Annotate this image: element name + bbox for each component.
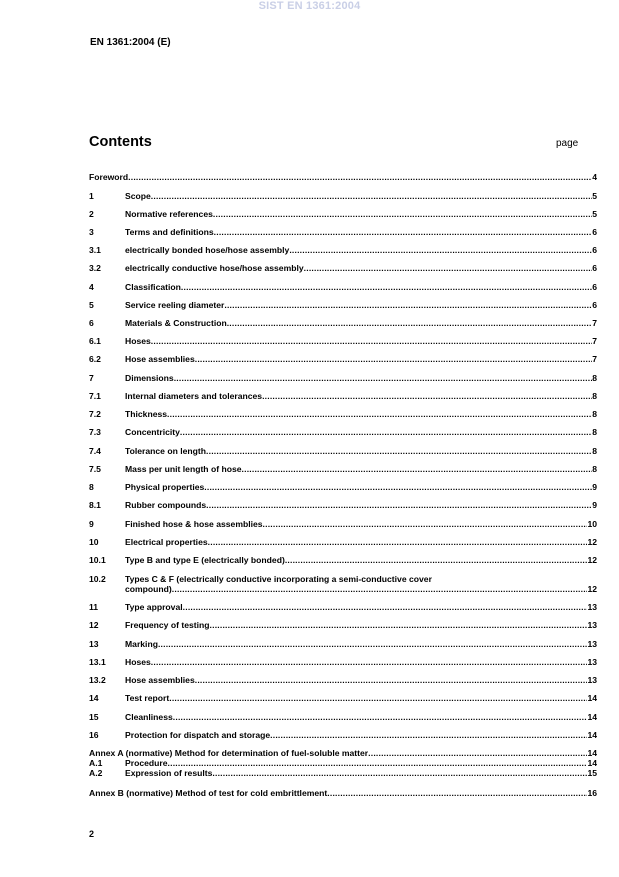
toc-entry-page: 13 — [587, 602, 597, 612]
toc-entry-number: 15 — [89, 712, 99, 722]
toc-entry-page: 7 — [592, 336, 597, 346]
toc-entry-title: Annex A (normative) Method for determination of fuel-soluble matter — [89, 748, 369, 758]
toc-entry-number: 16 — [89, 730, 99, 740]
toc-entry-number: 12 — [89, 620, 99, 630]
watermark: SIST EN 1361:2004 — [258, 0, 361, 12]
toc-entry-page: 8 — [592, 427, 597, 437]
toc-entry-page: 6 — [592, 245, 597, 255]
dot-leader — [151, 657, 588, 667]
toc-entry-number: 7 — [89, 373, 94, 383]
toc-entry[interactable] — [89, 712, 597, 722]
toc-entry-title: Procedure — [125, 758, 168, 768]
document-id: EN 1361:2004 (E) — [90, 37, 171, 48]
dot-leader — [327, 788, 587, 798]
toc-entry-page: 5 — [592, 191, 597, 201]
toc-entry[interactable] — [89, 300, 597, 310]
toc-entry-number: 7.2 — [89, 409, 101, 419]
page-column-label: page — [556, 138, 579, 149]
toc-entry-title: electrically conductive hose/hose assembly — [125, 263, 304, 273]
toc-entry-number: 1 — [89, 191, 94, 201]
toc-entry[interactable] — [89, 639, 597, 649]
toc-entry-page: 6 — [592, 282, 597, 292]
toc-entry-number: 11 — [89, 602, 99, 612]
dot-leader — [128, 172, 592, 182]
toc-entry-title: Annex B (normative) Method of test for cold embrittlement — [89, 788, 328, 798]
dot-leader — [204, 482, 592, 492]
toc-entry-title: Dimensions — [125, 373, 174, 383]
dot-leader — [181, 282, 592, 292]
dot-leader — [167, 409, 592, 419]
toc-entry[interactable] — [89, 748, 597, 758]
toc-entry-page: 10 — [587, 519, 597, 529]
toc-entry[interactable] — [89, 768, 597, 778]
toc-entry-title: Service reeling diameter — [125, 300, 225, 310]
dot-leader — [151, 336, 592, 346]
toc-entry-number: 6.1 — [89, 336, 101, 346]
dot-leader — [169, 693, 587, 703]
toc-entry-page: 8 — [592, 446, 597, 456]
dot-leader — [213, 209, 592, 219]
toc-entry-title: Physical properties — [125, 482, 205, 492]
toc-entry[interactable] — [89, 500, 597, 510]
toc-entry-title: Type B and type E (electrically bonded) — [125, 555, 285, 565]
toc-entry-title: Rubber compounds — [125, 500, 207, 510]
toc-entry-title: Hose assemblies — [125, 354, 195, 364]
toc-entry[interactable] — [89, 675, 597, 685]
toc-entry-number: 4 — [89, 282, 94, 292]
toc-entry[interactable] — [89, 245, 597, 255]
toc-entry[interactable] — [89, 354, 597, 364]
toc-entry-page: 4 — [592, 172, 597, 182]
dot-leader — [206, 446, 592, 456]
contents-heading: Contents — [89, 134, 152, 150]
toc-entry[interactable] — [89, 191, 597, 201]
toc-entry-page: 7 — [592, 318, 597, 328]
toc-entry-title: Hose assemblies — [125, 675, 195, 685]
toc-entry-title: Type approval — [125, 602, 183, 612]
dot-leader — [208, 537, 588, 547]
toc-entry-page: 15 — [587, 768, 597, 778]
toc-entry-number: A.1 — [89, 758, 103, 768]
toc-entry[interactable] — [89, 409, 597, 419]
toc-entry-title: Classification — [125, 282, 181, 292]
toc-entry-page: 14 — [587, 758, 597, 768]
toc-entry-number: 6.2 — [89, 354, 101, 364]
toc-entry-number: A.2 — [89, 768, 103, 778]
toc-entry-number: 13.2 — [89, 675, 106, 685]
toc-entry-page: 12 — [587, 555, 597, 565]
toc-entry-title: Protection for dispatch and storage — [125, 730, 271, 740]
dot-leader — [195, 675, 588, 685]
toc-entry-page: 14 — [587, 693, 597, 703]
toc-entry-title: Hoses — [125, 336, 151, 346]
toc-entry[interactable] — [89, 657, 597, 667]
toc-entry-number: 10.2 — [89, 574, 106, 584]
toc-entry-number: 14 — [89, 693, 99, 703]
toc-entry[interactable] — [89, 537, 597, 547]
toc-entry-number: 2 — [89, 209, 94, 219]
toc-entry-page: 9 — [592, 500, 597, 510]
toc-entry-number: 7.1 — [89, 391, 101, 401]
toc-entry-number: 8 — [89, 482, 94, 492]
dot-leader — [285, 555, 588, 565]
toc-entry-title: Electrical properties — [125, 537, 208, 547]
toc-entry-page: 5 — [592, 209, 597, 219]
page-number: 2 — [89, 829, 95, 839]
toc-entry[interactable] — [89, 574, 597, 584]
toc-entry-title: Marking — [125, 639, 158, 649]
toc-entry-title: Concentricity — [125, 427, 180, 437]
toc-entry-page: 14 — [587, 712, 597, 722]
dot-leader — [168, 758, 588, 768]
toc-entry-number: 8.1 — [89, 500, 101, 510]
dot-leader — [304, 263, 593, 273]
toc-entry-title: Hoses — [125, 657, 151, 667]
dot-leader — [210, 620, 588, 630]
toc-entry-title: Cleanliness — [125, 712, 173, 722]
dot-leader — [214, 227, 593, 237]
toc-entry-page: 8 — [592, 373, 597, 383]
dot-leader — [195, 354, 592, 364]
toc-entry-page: 14 — [587, 730, 597, 740]
toc-entry[interactable] — [89, 209, 597, 219]
toc-entry-page: 13 — [587, 639, 597, 649]
dot-leader — [206, 500, 592, 510]
toc-entry-page: 16 — [587, 788, 597, 798]
toc-entry[interactable] — [89, 446, 597, 456]
toc-entry-page: 8 — [592, 409, 597, 419]
toc-entry[interactable] — [89, 336, 597, 346]
dot-leader — [158, 639, 587, 649]
toc-entry-title: Scope — [125, 191, 151, 201]
toc-entry-number: 6 — [89, 318, 94, 328]
toc-entry[interactable] — [89, 788, 597, 798]
toc-entry-page: 14 — [587, 748, 597, 758]
dot-leader — [173, 712, 588, 722]
toc-entry-title: Tolerance on length — [125, 446, 207, 456]
toc-entry[interactable] — [89, 427, 597, 437]
toc-entry-title: Foreword — [89, 172, 129, 182]
dot-leader — [289, 245, 592, 255]
toc-entry-title: Expression of results — [125, 768, 213, 778]
toc-entry[interactable] — [89, 693, 597, 703]
toc-entry[interactable] — [89, 391, 597, 401]
toc-entry-number: 5 — [89, 300, 94, 310]
toc-entry[interactable] — [89, 373, 597, 383]
toc-entry-page: 7 — [592, 354, 597, 364]
toc-entry-page: 13 — [587, 675, 597, 685]
toc-entry-page: 12 — [587, 537, 597, 547]
toc-entry-number: 3.1 — [89, 245, 101, 255]
toc-entry-title: Mass per unit length of hose — [125, 464, 242, 474]
toc-entry-page: 6 — [592, 300, 597, 310]
toc-entry-number: 7.4 — [89, 446, 101, 456]
toc-entry-page: 8 — [592, 391, 597, 401]
toc-entry-title: electrically bonded hose/hose assembly — [125, 245, 290, 255]
toc-entry-number: 13.1 — [89, 657, 106, 667]
dot-leader — [368, 748, 587, 758]
toc-entry[interactable] — [89, 758, 597, 768]
dot-leader — [151, 191, 592, 201]
toc-entry[interactable] — [89, 172, 597, 182]
toc-entry-number: 13 — [89, 639, 99, 649]
toc-entry[interactable] — [89, 263, 597, 273]
dot-leader — [262, 391, 592, 401]
toc-entry-number: 7.5 — [89, 464, 101, 474]
toc-entry-number: 10.1 — [89, 555, 106, 565]
toc-entry[interactable] — [89, 482, 597, 492]
toc-entry-title: Types C & F (electrically conductive incorporating a semi-conductive cover — [125, 574, 432, 584]
toc-entry-title: Finished hose & hose assemblies — [125, 519, 263, 529]
toc-entry-page: 9 — [592, 482, 597, 492]
toc-entry-page: 8 — [592, 464, 597, 474]
toc-entry-title: Internal diameters and tolerances — [125, 391, 263, 401]
toc-entry-continuation[interactable] — [89, 584, 597, 594]
toc-entry-page: 13 — [587, 657, 597, 667]
toc-entry[interactable] — [89, 602, 597, 612]
toc-entry[interactable] — [89, 730, 597, 740]
toc-entry-title: Frequency of testing — [125, 620, 210, 630]
dot-leader — [227, 318, 593, 328]
dot-leader — [263, 519, 588, 529]
toc-entry-number: 3 — [89, 227, 94, 237]
toc-entry-title: Normative references — [125, 209, 213, 219]
toc-entry-number: 3.2 — [89, 263, 101, 273]
toc-entry-title-continued: compound) — [125, 584, 172, 594]
toc-entry[interactable] — [89, 282, 597, 292]
dot-leader — [224, 300, 592, 310]
toc-entry[interactable] — [89, 464, 597, 474]
dot-leader — [172, 584, 588, 594]
toc-entry-page: 6 — [592, 227, 597, 237]
toc-entry[interactable] — [89, 620, 597, 630]
dot-leader — [212, 768, 587, 778]
toc-entry-page: 12 — [587, 584, 597, 594]
toc-entry-page: 13 — [587, 620, 597, 630]
toc-entry-number: 10 — [89, 537, 99, 547]
toc-entry[interactable] — [89, 555, 597, 565]
toc-entry-title: Terms and definitions — [125, 227, 214, 237]
toc-entry-title: Test report — [125, 693, 170, 703]
toc-entry-number: 7.3 — [89, 427, 101, 437]
dot-leader — [183, 602, 588, 612]
toc-entry-title: Materials & Construction — [125, 318, 227, 328]
toc-entry-number: 9 — [89, 519, 94, 529]
dot-leader — [180, 427, 592, 437]
dot-leader — [174, 373, 593, 383]
toc-entry[interactable] — [89, 519, 597, 529]
dot-leader — [270, 730, 587, 740]
dot-leader — [242, 464, 593, 474]
toc-entry-title: Thickness — [125, 409, 168, 419]
toc-entry[interactable] — [89, 227, 597, 237]
toc-entry[interactable] — [89, 318, 597, 328]
toc-entry-page: 6 — [592, 263, 597, 273]
